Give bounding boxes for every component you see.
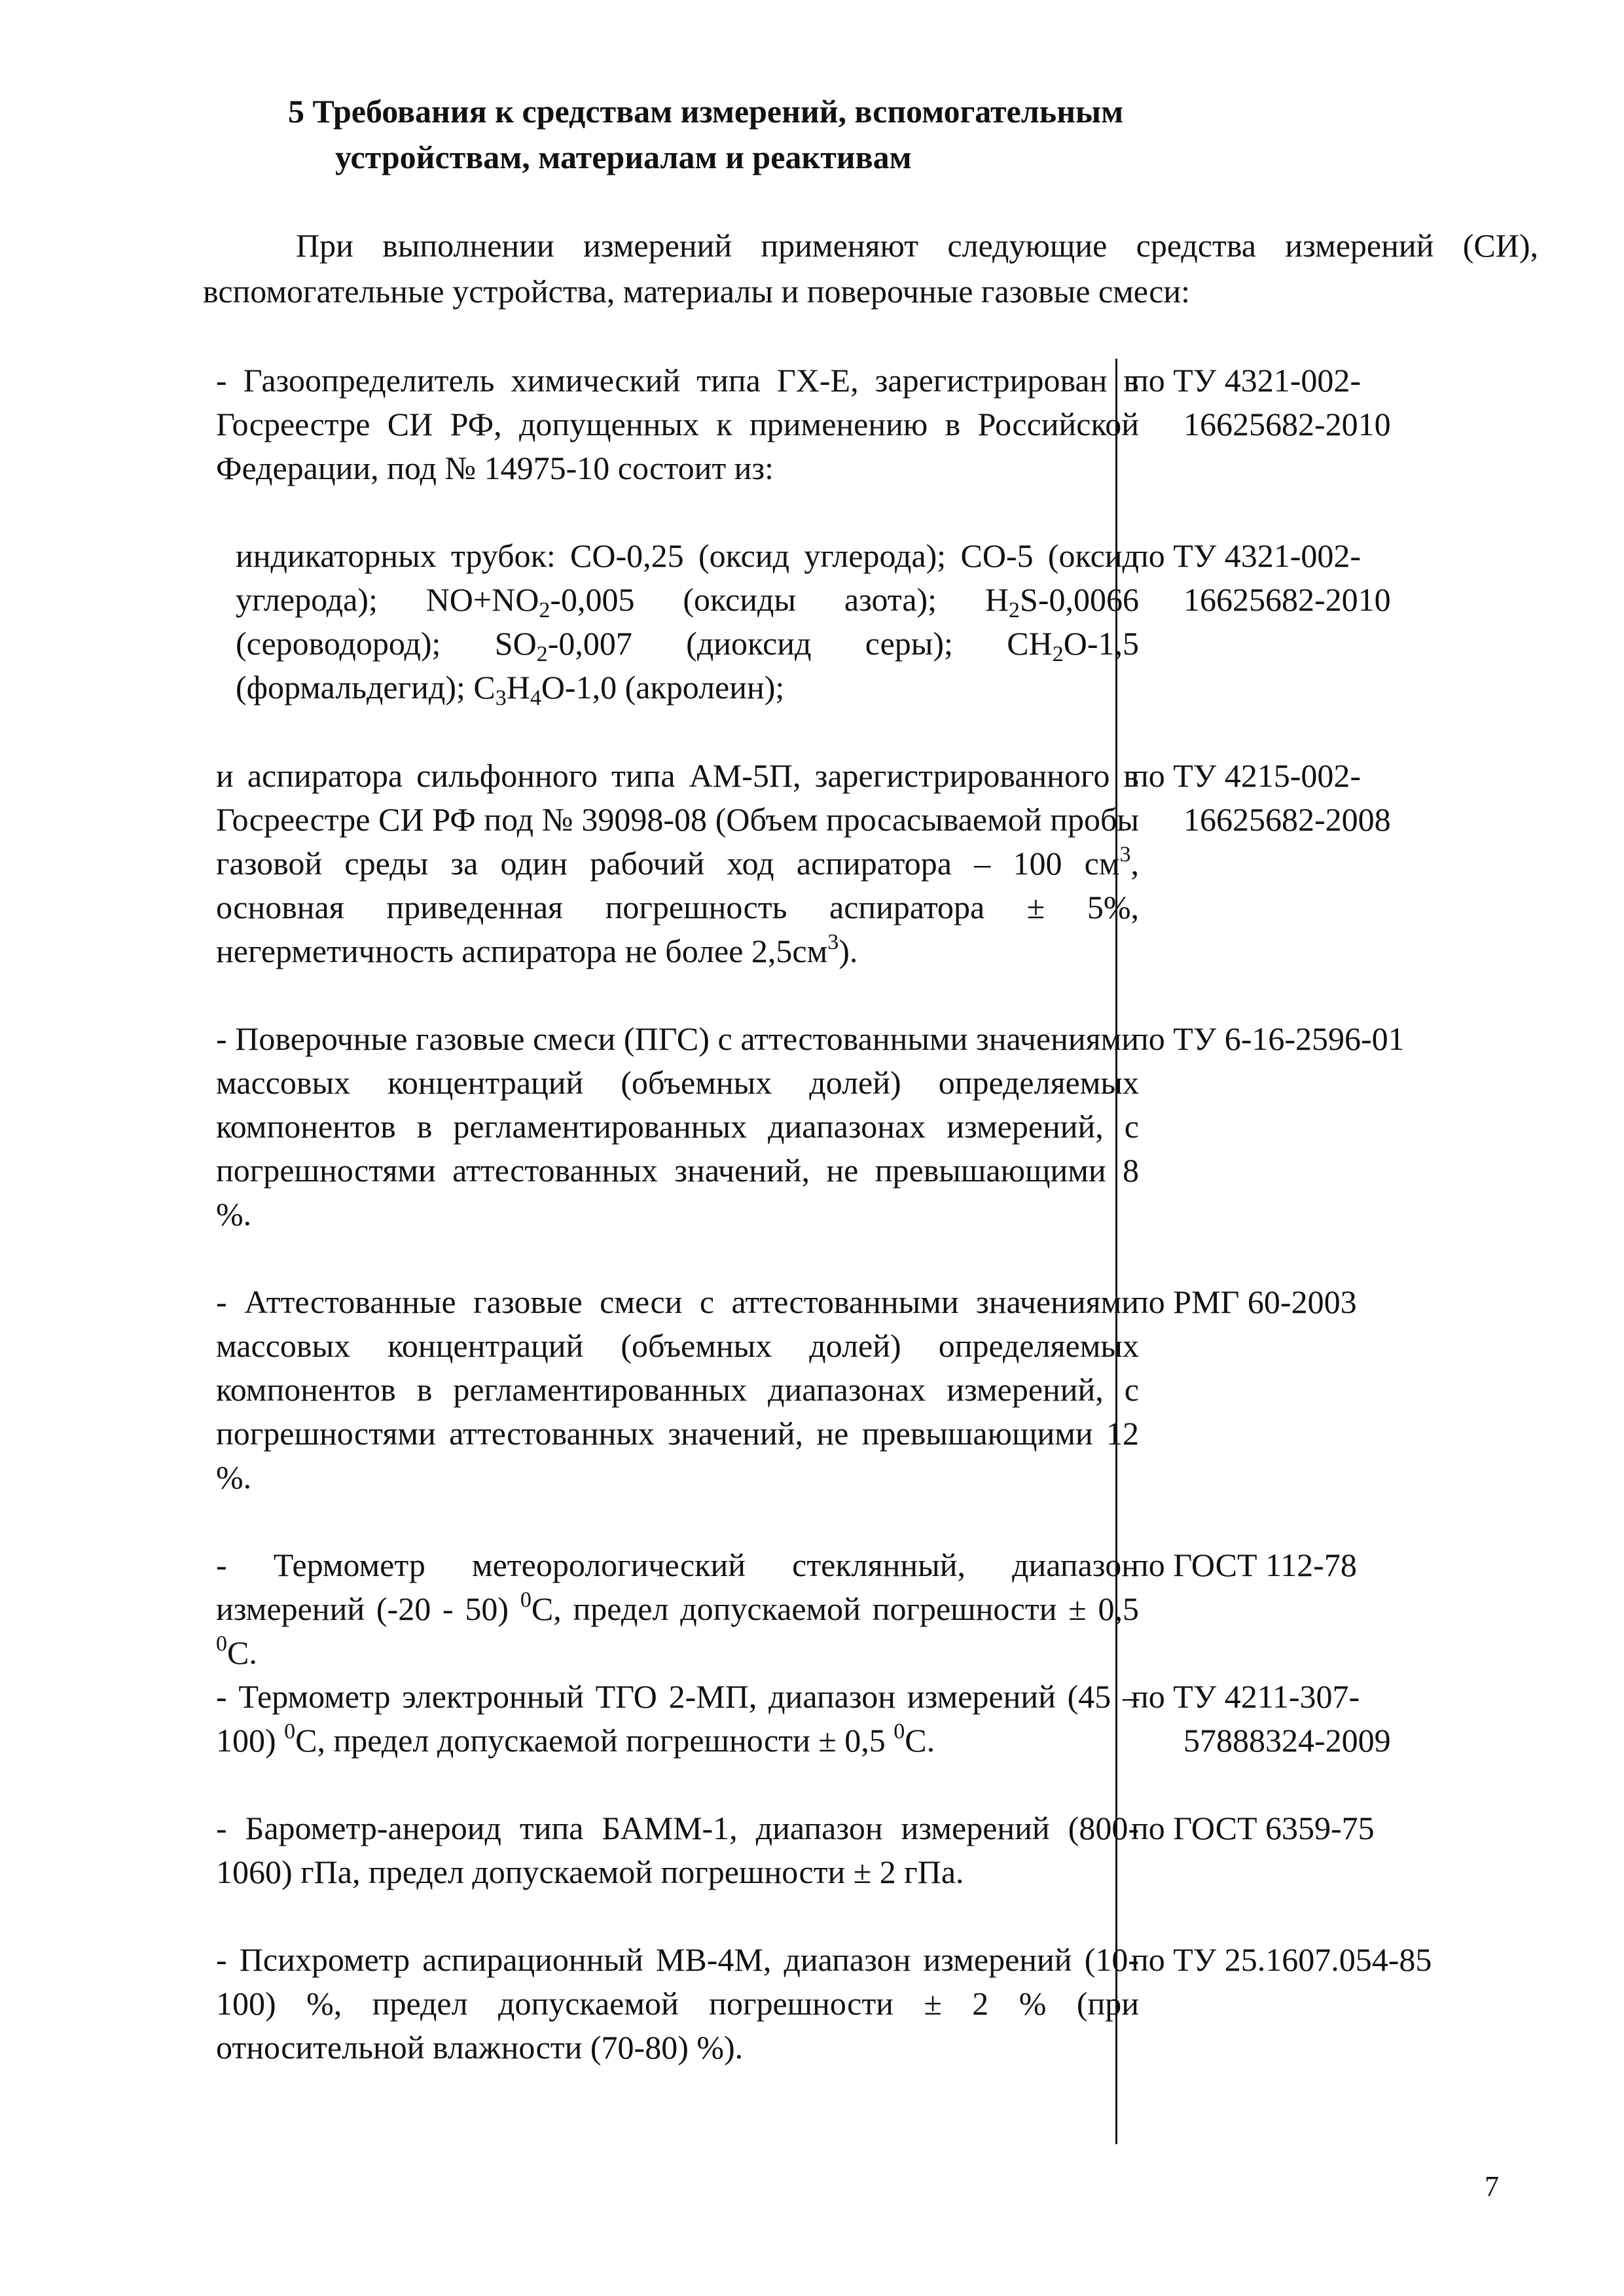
row-description: - Газоопределитель химический типа ГХ-Е, зарегистрирован в Госреестре СИ РФ, допущенных к применению в Российской Федерации, под № 14975-10 состоит из: xyxy=(216,362,1139,486)
desc-text: , основная приведенная погрешность аспиратора ± 5%, негерметичность аспиратора не более 2,5см xyxy=(216,845,1139,969)
row-reference xyxy=(1131,1543,1498,1587)
row-reference xyxy=(1131,1280,1498,1324)
desc-text: - Термометр метеорологический стеклянный, диапазон измерений (-20 - 50) xyxy=(216,1547,1139,1627)
row-reference xyxy=(1131,1938,1498,1982)
desc-text: и аспиратора сильфонного типа АМ-5П, зарегистрированного в Госреестре СИ РФ под № 39098-08 (Объем просасываемой пробы газовой среды за один рабочий ход аспиратора – 100 см xyxy=(216,757,1139,882)
desc-text: ). xyxy=(839,933,858,969)
desc-text: O-1,5 (формальдегид); C xyxy=(236,625,1139,706)
subscript: 2 xyxy=(536,642,548,666)
page-number: 7 xyxy=(1485,2170,1499,2202)
table-row xyxy=(196,1806,1506,1938)
subscript: 2 xyxy=(1009,598,1020,622)
row-description: - Барометр-анероид типа БАММ-1, диапазон измерений (800-1060) гПа, предел допускаемой погрешности ± 2 гПа. xyxy=(216,1810,1139,1890)
superscript: 0 xyxy=(216,1632,227,1656)
superscript: 3 xyxy=(1119,842,1131,867)
subscript: 2 xyxy=(1052,642,1064,666)
section-heading-line1: 5 Требования к средствам измерений, вспомогательным xyxy=(288,93,1124,130)
intro-paragraph: При выполнении измерений применяют следующие средства измерений (СИ), вспомогательные устройства, материалы и поверочные газовые смеси: xyxy=(203,227,1538,310)
desc-text: -0,005 (оксиды азота); H xyxy=(550,581,1009,618)
reference-line1: по ГОСТ 112-78 xyxy=(1131,1547,1357,1583)
table-row xyxy=(196,1543,1506,1675)
row-description xyxy=(236,534,1139,709)
table-row xyxy=(196,359,1506,534)
reference-line1: по РМГ 60-2003 xyxy=(1131,1283,1357,1320)
table-row xyxy=(196,534,1506,754)
superscript: 0 xyxy=(520,1588,532,1612)
reference-line1: по ТУ 4321-002- xyxy=(1131,362,1362,399)
row-description: - Аттестованные газовые смеси с аттестованными значениями массовых концентраций (объемных долей) определяемых компонентов в регламентированных диапазонах измерений, с погрешностями аттестованных значений, не превышающими 12 %. xyxy=(216,1283,1139,1496)
row-description xyxy=(216,1675,1139,1763)
table-row xyxy=(196,754,1506,1017)
reference-line2: 16625682-2010 xyxy=(1183,581,1391,618)
desc-text: H xyxy=(506,669,530,706)
reference-line2: 16625682-2010 xyxy=(1183,406,1391,442)
desc-text: индикаторных трубок: СО-0,25 (оксид углерода); СО-5 (оксид углерода); NO+NO xyxy=(236,537,1139,618)
section-heading-line2: устройствам, материалам и реактивам xyxy=(335,139,912,175)
reference-line1: по ТУ 4215-002- xyxy=(1131,757,1362,794)
reference-line1: по ТУ 4211-307- xyxy=(1131,1678,1360,1715)
desc-text: С, предел допускаемой погрешности ± 0,5 xyxy=(295,1722,894,1759)
section-heading xyxy=(288,88,1401,180)
reference-line2: 57888324-2009 xyxy=(1183,1722,1391,1759)
superscript: 3 xyxy=(827,930,839,954)
row-description xyxy=(216,1543,1139,1675)
reference-line1: по ТУ 4321-002- xyxy=(1131,537,1362,574)
row-reference xyxy=(1131,1017,1498,1061)
superscript: 0 xyxy=(284,1719,296,1744)
desc-text: С. xyxy=(227,1634,257,1671)
subscript: 3 xyxy=(495,686,507,710)
reference-line1: по ТУ 25.1607.054-85 xyxy=(1131,1941,1432,1978)
subscript: 4 xyxy=(530,686,541,710)
desc-text: -0,007 (диоксид серы); CH xyxy=(547,625,1053,662)
desc-text: С, предел допускаемой погрешности ± 0,5 xyxy=(531,1590,1140,1627)
row-reference xyxy=(1131,359,1498,446)
desc-text: S-0,0066 (сероводород); SO xyxy=(236,581,1139,662)
desc-text: С. xyxy=(905,1722,935,1759)
row-description: - Поверочные газовые смеси (ПГС) с аттестованными значениями массовых концентраций (объемных долей) определяемых компонентов в регламентированных диапазонах измерений, с погрешностями аттестованных значений, не превышающими 8 %. xyxy=(216,1020,1139,1232)
equipment-table xyxy=(196,359,1506,2113)
row-reference xyxy=(1131,1806,1498,1850)
row-description xyxy=(216,754,1139,973)
reference-line1: по ГОСТ 6359-75 xyxy=(1131,1810,1375,1846)
table-row xyxy=(196,1938,1506,2113)
desc-text: - Термометр электронный ТГО 2-МП, диапазон измерений (45 – 100) xyxy=(216,1678,1139,1759)
row-description: - Психрометр аспирационный МВ-4М, диапазон измерений (10-100) %, предел допускаемой погрешности ± 2 % (при относительной влажности (70-80) %). xyxy=(216,1941,1139,2066)
row-reference xyxy=(1131,534,1498,622)
superscript: 0 xyxy=(893,1719,905,1744)
reference-line2: 16625682-2008 xyxy=(1183,801,1391,838)
row-reference xyxy=(1131,754,1498,842)
subscript: 2 xyxy=(539,598,550,622)
table-row xyxy=(196,1017,1506,1280)
table-row xyxy=(196,1675,1506,1806)
row-reference xyxy=(1131,1675,1498,1763)
table-row xyxy=(196,1280,1506,1543)
desc-text: O-1,0 (акролеин); xyxy=(541,669,785,706)
reference-line1: по ТУ 6-16-2596-01 xyxy=(1131,1020,1405,1057)
